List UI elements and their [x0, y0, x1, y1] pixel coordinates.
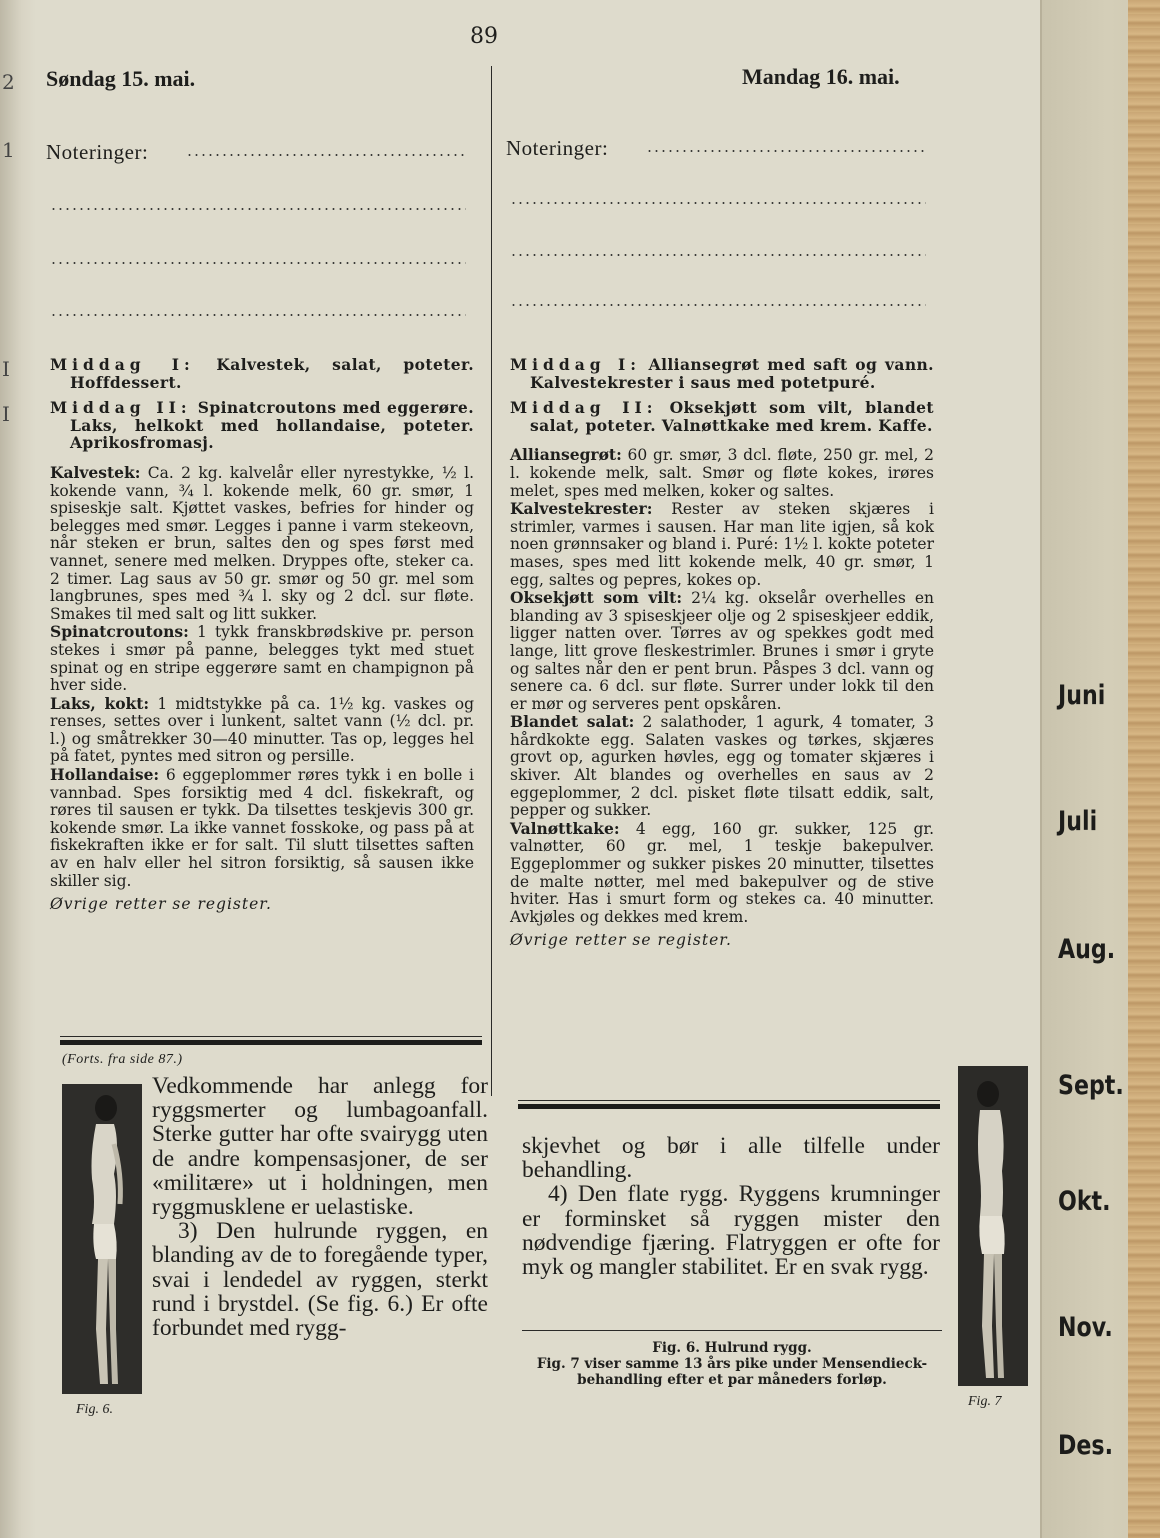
girl-figure-icon: [958, 1066, 1028, 1386]
caption-rule: [522, 1330, 942, 1331]
tab-strip-edge: [1128, 0, 1160, 1538]
column-divider: [491, 66, 492, 1096]
menu-2: Middag II: Oksekjøtt som vilt, blandet salat, poteter. Valnøttkake med krem. Kaffe.: [510, 398, 934, 435]
article-paragraph: skjevhet og bør i alle tilfelle under behandling.: [522, 1133, 940, 1184]
recipe: Blandet salat: 2 salathoder, 1 agurk, 4 tomater, 3 hårdkokte egg. Salaten vaskes og tørkes, skjæres grovt op, agurken høvles, egg og tomater skjæres i skiver. Alt blandes og overhelles en saus av 2 eggeplommer, 2 dcl. pisket fløte tilsatt eddik, salt, pepper og sukker.: [510, 712, 934, 820]
recipe: Oksekjøtt som vilt: 2¼ kg. okselår overhelles en blanding av 3 spiseskjeer olje og 2 spiseskjeer eddik, ligger natten over. Tørres av og spekkes godt med lange, litt grove fleskestrimler. Brunes i smør i gryte og saltes når den er pent brun. Påspes 3 dcl. vann og senere ca. 6 dcl. sur fløte. Surrer under lokk til den er mør og serveres pent opskåren.: [510, 588, 934, 713]
notes-label: Noteringer:: [46, 140, 149, 164]
recipe: Laks, kokt: 1 midtstykke på ca. 1½ kg. vaskes og renses, settes over i lunkent, saltet vann (½ dcl. pr. l.) og småtrekker 30—40 minutter. Tas op, legges hel på fatet, pyntes med sitron og persille.: [50, 693, 474, 766]
stray-mark: I: [2, 357, 10, 381]
separator-rule: [60, 1036, 482, 1037]
day-heading-sunday: Søndag 15. mai.: [46, 66, 196, 91]
right-recipe-column: [510, 356, 934, 950]
recipe: Kalvestek: Ca. 2 kg. kalvelår eller nyrestykke, ½ l. kokende vann, ¾ l. kokende melk, 60 gr. smør, 1 spiseskje salt. Kjøttet vaskes, befries for hinder og belegges med smør. Legges i panne i varm stekeovn, når steken er brun, saltes den og spes først med vannet, senere med melken. Dryppes ofte, steker ca. 2 timer. Lag saus av 50 gr. smør og 50 gr. mel som langbrunes, spes med ¾ l. sky og 2 dcl. sur fløte. Smakes til med salt og litt sukker.: [50, 462, 474, 623]
right-article: [522, 1134, 940, 1279]
notes-label: Noteringer:: [506, 136, 609, 160]
menu-2: Middag II: Spinatcroutons med eggerøre. Laks, helkokt med hollandaise, poteter. Aprikosfromasj.: [50, 398, 474, 453]
article-paragraph: 4) Den flate rygg. Ryggens krumninger er forminsket så ryggen mister den nødvendige fjæring. Flatryggen er ofte for myk og mangler stabilitet. Er en svak rygg.: [522, 1181, 940, 1281]
recipe: Valnøttkake: 4 egg, 160 gr. sukker, 125 gr. valnøtter, 60 gr. mel, 1 teskje bakepulver. Eggeplommer og sukker piskes 20 minutter, tilsettes de malte nøtter, mel med bakepulver og de stive hviter. Has i smurt form og stekes ca. 40 minutter. Avkjøles og dekkes med krem.: [510, 818, 934, 926]
figure-caption: [522, 1340, 942, 1388]
girl-figure-icon: [62, 1084, 142, 1394]
caption-title: Fig. 6. Hulrund rygg.: [652, 1340, 812, 1356]
notes-dotted-line: [646, 150, 926, 152]
menu-1: Middag I: Alliansegrøt med saft og vann. Kalvestekrester i saus med potetpuré.: [510, 355, 934, 392]
notes-dotted-line: [50, 208, 466, 210]
other-dishes-note: Øvrige retter se register.: [50, 895, 272, 914]
article-paragraph: 3) Den hulrunde ryggen, en blanding av de to foregående typer, svai i lendedel av ryggen, sterkt rund i brystdel. (Se fig. 6.) Er ofte forbundet med rygg-: [152, 1218, 488, 1342]
caption-text: Fig. 7 viser samme 13 års pike under Mensendieck-behandling efter et par måneders forløp.: [536, 1356, 928, 1388]
month-tab-okt[interactable]: Okt.: [1058, 1186, 1111, 1217]
recipe: Alliansegrøt: 60 gr. smør, 3 dcl. fløte, 250 gr. mel, 2 l. kokende melk, salt. Smør og fløte kokes, irøres melet, spes med melken, koker og saltes.: [510, 445, 934, 500]
page-binding-edge: [0, 0, 36, 1538]
page-number: 89: [470, 24, 498, 49]
stray-mark: 2: [2, 70, 15, 94]
recipe: Spinatcroutons: 1 tykk franskbrødskive pr. person stekes i smør på panne, belegges tykt med stuet spinat og en stripe eggerøre samt en champignon på hver side.: [50, 622, 474, 695]
month-tab-sept[interactable]: Sept.: [1058, 1070, 1124, 1101]
notes-dotted-line: [510, 304, 926, 306]
stray-mark: 1: [2, 138, 15, 162]
separator-rule-thick: [518, 1104, 940, 1109]
notes-dotted-line: [510, 254, 926, 256]
month-tab-des[interactable]: Des.: [1058, 1430, 1113, 1461]
recipe: Kalvestekrester: Rester av steken skjæres i strimler, varmes i sausen. Har man lite igjen, så kok noen grønnsaker og bland i. Puré: 1½ l. kokte poteter mases, spes med litt kokende melk, 40 gr. smør, 1 egg, saltes og pepres, kokes op.: [510, 499, 934, 589]
separator-rule: [518, 1100, 940, 1101]
month-tab-nov[interactable]: Nov.: [1058, 1312, 1113, 1343]
notes-dotted-line: [50, 262, 466, 264]
menu-1: Middag I: Kalvestek, salat, poteter. Hoffdessert.: [50, 355, 474, 392]
fig-7-label: Fig. 7: [968, 1394, 1002, 1409]
article-paragraph: Vedkommende har anlegg for ryggsmerter og lumbagoanfall. Sterke gutter har ofte svairygg uten de andre kompensasjoner, de ser «militære» ut i holdningen, men ryggmusklene er uelastiske.: [152, 1073, 488, 1221]
left-article: [152, 1074, 488, 1340]
notes-dotted-line: [186, 154, 466, 156]
other-dishes-note: Øvrige retter se register.: [510, 931, 732, 950]
fig-6-label: Fig. 6.: [76, 1402, 113, 1417]
fig-7-photo: [958, 1066, 1028, 1386]
stray-mark: I: [2, 402, 10, 426]
recipe: Hollandaise: 6 eggeplommer røres tykk i en bolle i vannbad. Spes forsiktig med 4 dcl. fiskekraft, og røres til sausen er tykk. Da tilsettes teskjevis 300 gr. kokende smør. La ikke vannet fosskoke, og pass på at fiskekraften ikke er for salt. Til slutt tilsettes saften av en halv eller hel sitron forsiktig, så sausen ikke skiller sig.: [50, 765, 474, 890]
month-tab-juli[interactable]: Juli: [1058, 806, 1098, 837]
separator-rule-thick: [60, 1040, 482, 1045]
day-heading-monday: Mandag 16. mai.: [742, 64, 900, 89]
notes-dotted-line: [50, 314, 466, 316]
left-recipe-column: [50, 356, 474, 914]
month-tab-aug[interactable]: Aug.: [1058, 934, 1116, 965]
notes-dotted-line: [510, 202, 926, 204]
continued-from-note: (Forts. fra side 87.): [62, 1052, 183, 1067]
month-tab-juni[interactable]: Juni: [1058, 680, 1106, 711]
fig-6-photo: [62, 1084, 142, 1394]
